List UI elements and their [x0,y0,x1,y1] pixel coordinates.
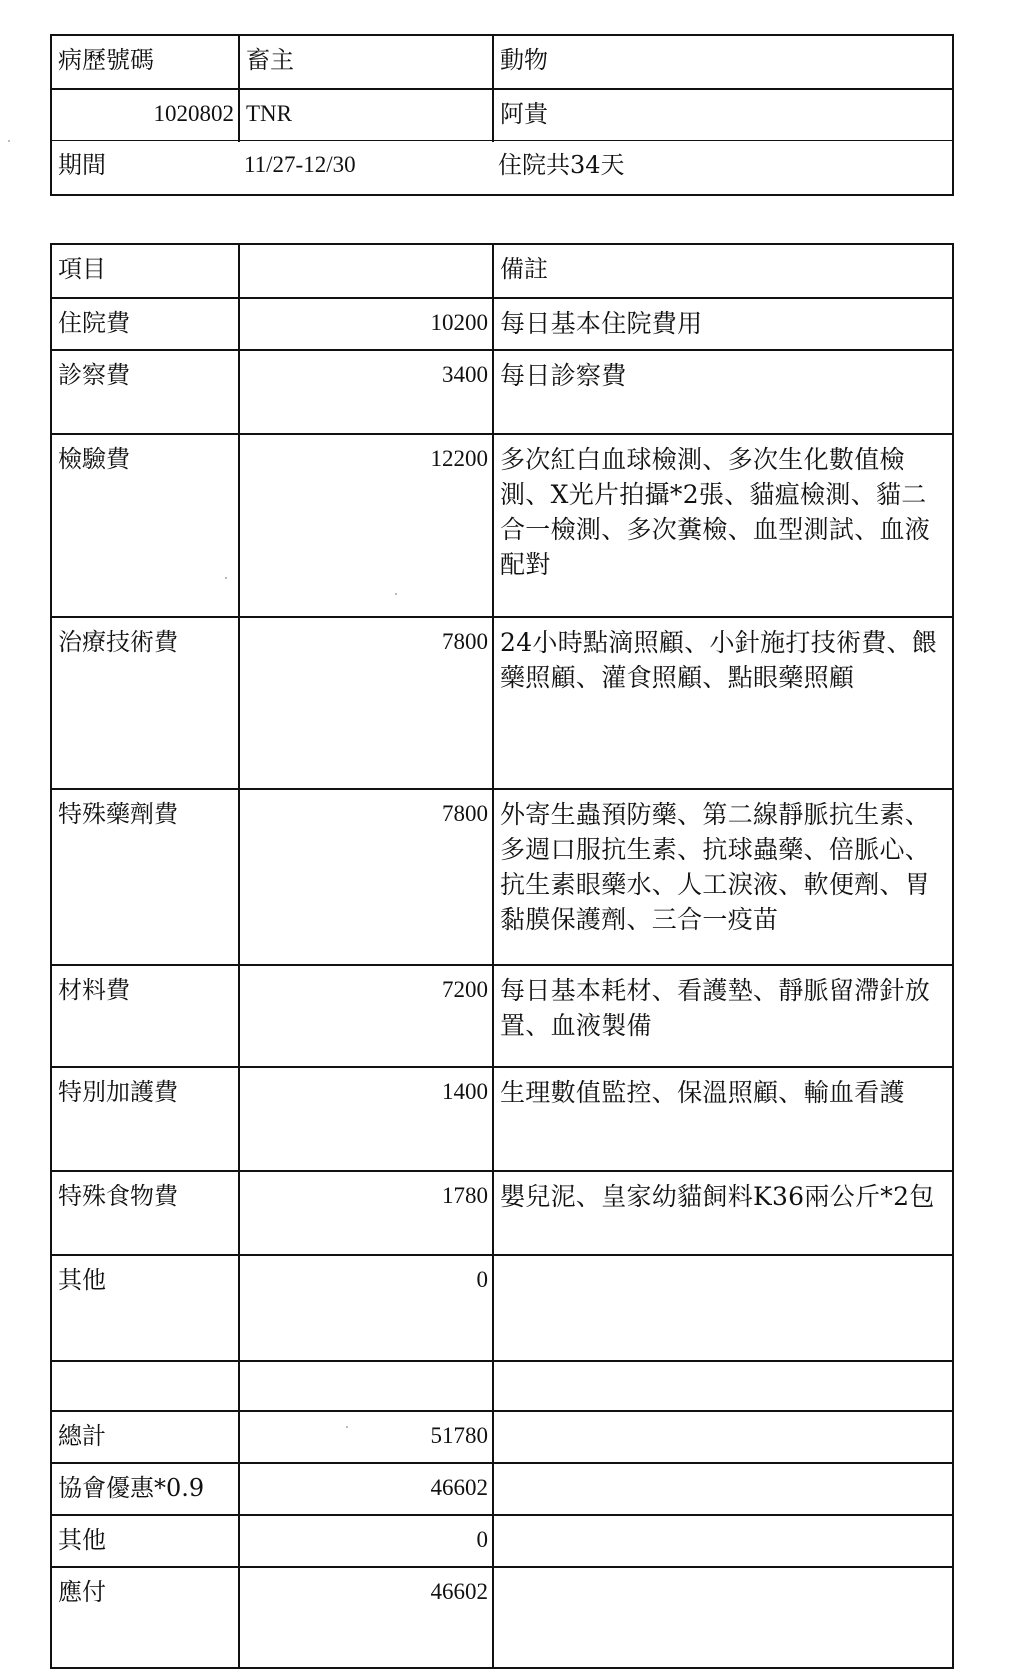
fee-amount: 0 [238,1256,492,1362]
summary-row-payable [52,1566,952,1667]
fee-row-lab-tests [52,433,952,618]
fee-row-other [52,1254,952,1362]
animal-value: 阿貴 [492,90,952,142]
header-table [50,34,954,196]
owner-value: TNR [238,90,492,142]
period-label: 期間 [58,151,106,179]
summary-item: 協會優惠*0.9 [58,1474,205,1502]
fee-amount: 12200 [238,435,492,618]
fee-row-intensive-care [52,1066,952,1172]
fee-item: 其他 [58,1266,106,1294]
fee-row-treatment [52,616,952,790]
fee-amount: 3400 [238,351,492,435]
blank-cell [492,1362,952,1412]
fee-remarks [492,1256,952,1362]
blank-cell [238,1362,492,1412]
animal-label: 動物 [492,36,952,88]
fee-amount: 1780 [238,1172,492,1256]
header-row-period [52,140,952,193]
item-header: 項目 [58,255,106,283]
summary-remarks [492,1464,952,1516]
header-row-values [52,88,952,142]
summary-amount: 51780 [238,1412,492,1464]
record-number-value: 1020802 [153,101,234,126]
fee-remarks: 每日診察費 [492,351,952,435]
summary-amount: 0 [238,1516,492,1568]
owner-label: 畜主 [238,36,492,88]
fee-amount: 1400 [238,1068,492,1172]
fee-item: 治療技術費 [58,628,178,656]
summary-remarks [492,1412,952,1464]
fee-remarks: 嬰兒泥、皇家幼貓飼料K36兩公斤*2包 [492,1172,952,1256]
fee-amount: 10200 [238,299,492,351]
summary-row-total [52,1410,952,1464]
fee-row-materials [52,964,952,1068]
fee-header-row [52,245,952,297]
fee-item: 特殊藥劑費 [58,800,178,828]
fee-row-consultation [52,349,952,435]
fee-row-blank [52,1360,952,1412]
blank-cell [52,1362,238,1412]
scan-speck [225,577,227,579]
fee-remarks: 生理數值監控、保溫照顧、輸血看護 [492,1068,952,1172]
fee-amount: 7200 [238,966,492,1068]
amount-header [238,245,492,297]
header-row-labels [52,36,952,88]
summary-row-other [52,1514,952,1568]
scan-speck [395,593,397,595]
fee-row-hospitalization [52,297,952,351]
fee-item: 檢驗費 [58,445,130,473]
fee-amount: 7800 [238,790,492,966]
fee-remarks: 24小時點滴照顧、小針施打技術費、餵藥照顧、灌食照顧、點眼藥照顧 [492,618,952,790]
remarks-header: 備註 [492,245,952,297]
fee-item: 材料費 [58,976,130,1004]
fee-remarks: 外寄生蟲預防藥、第二線靜脈抗生素、多週口服抗生素、抗球蟲藥、倍脈心、抗生素眼藥水、人工淚液、軟便劑、胃黏膜保護劑、三合一疫苗 [492,790,952,966]
record-number-label: 病歷號碼 [58,46,154,74]
summary-item: 總計 [58,1422,106,1450]
fee-item: 特別加護費 [58,1078,178,1106]
summary-remarks [492,1568,952,1667]
scan-speck [8,140,10,142]
summary-item: 應付 [58,1578,106,1606]
fee-remarks: 每日基本耗材、看護墊、靜脈留滯針放置、血液製備 [492,966,952,1068]
scan-speck [346,1426,348,1428]
fee-remarks: 每日基本住院費用 [492,299,952,351]
fee-item: 診察費 [58,361,130,389]
summary-remarks [492,1516,952,1568]
fee-item: 住院費 [58,309,130,337]
fee-remarks: 多次紅白血球檢測、多次生化數值檢測、X光片拍攝*2張、貓瘟檢測、貓二合一檢測、多次糞檢、血型測試、血液配對 [492,435,952,618]
period-value: 11/27-12/30 [244,152,356,177]
summary-row-discount [52,1462,952,1516]
fee-table [50,243,954,1669]
fee-row-special-food [52,1170,952,1256]
summary-amount: 46602 [238,1464,492,1516]
summary-amount: 46602 [238,1568,492,1667]
fee-row-special-drugs [52,788,952,966]
summary-item: 其他 [58,1526,106,1554]
stay-value: 住院共34天 [498,151,625,179]
fee-amount: 7800 [238,618,492,790]
fee-item: 特殊食物費 [58,1182,178,1210]
